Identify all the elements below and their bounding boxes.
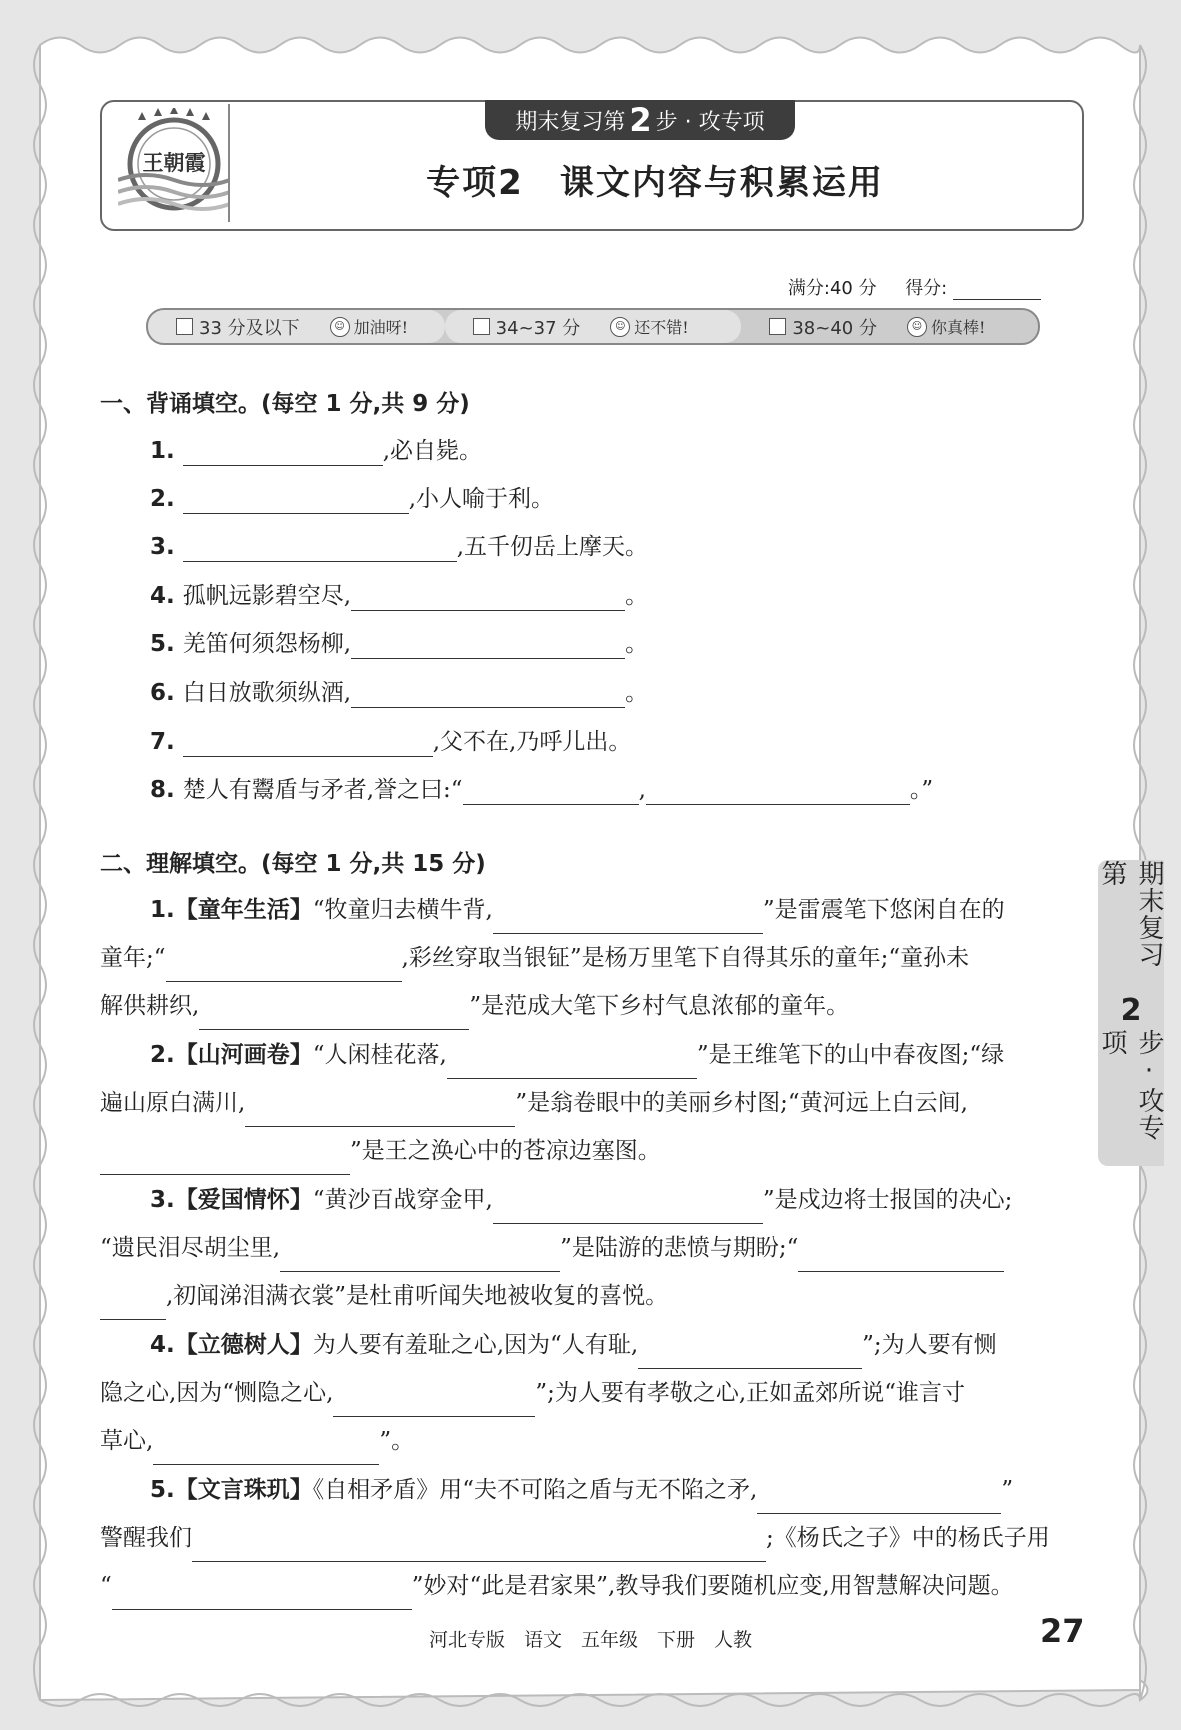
step-tab-post: 步 · 攻专项 [655,109,765,135]
answer-blank[interactable] [351,632,625,659]
side-tab-post: 步·攻专项 [1097,1029,1164,1142]
rating-range: 33 分及以下 [199,317,300,339]
answer-blank[interactable] [757,1487,1001,1514]
answer-blank[interactable] [447,1052,697,1079]
answer-blank[interactable] [493,1197,763,1224]
rating-cheer: 还不错! [634,318,689,337]
question-2-4: 4.【立德树人】为人要有羞耻之心,因为“人有耻, ”;为人要有恻 隐之心,因为“恻隐之心, ”;为人要有孝敬之心,正如孟郊所说“谁言寸 草心, ”。 [100,1321,1080,1465]
answer-blank[interactable] [166,955,402,982]
question-1-5: 5. 羌笛何须怨杨柳, 。 [150,631,649,657]
smiley-icon: ☺ [907,317,927,337]
question-1-3: 3. ,五千仞岳上摩天。 [150,534,649,560]
question-2-1: 1.【童年生活】“牧童归去横牛背, ”是雷震笔下悠闲自在的 童年;“ ,彩丝穿取当银钲”是杨万里笔下自得其乐的童年;“童孙未 解供耕织, ”是范成大笔下乡村气息浓郁的童年。 [100,886,1080,1030]
step-tab [485,100,795,140]
answer-blank[interactable] [153,1438,379,1465]
checkbox[interactable] [769,318,786,335]
question-2-2: 2.【山河画卷】“人闲桂花落, ”是王维笔下的山中春夜图;“绿 遍山原白满川, ”是翁卷眼中的美丽乡村图;“黄河远上白云间, ”是王之涣心中的苍凉边塞图。 [100,1031,1080,1175]
score-field[interactable] [953,279,1041,300]
rating-cheer: 你真棒! [930,318,986,337]
answer-blank[interactable] [183,730,433,757]
footer-info: 河北专版 语文 五年级 下册 人教 [428,1629,752,1651]
score-label: 得分: [905,278,948,299]
checkbox[interactable] [176,318,193,335]
question-2-3: 3.【爱国情怀】“黄沙百战穿金甲, ”是戍边将士报国的决心; “遗民泪尽胡尘里, ”是陆游的悲愤与期盼;“ ,初闻涕泪满衣裳”是杜甫听闻失地被收复的喜悦。 [100,1176,1080,1320]
answer-blank[interactable] [280,1245,560,1272]
score-line [788,274,1041,300]
page-title: 专项2 课文内容与积累运用 [426,163,884,203]
answer-blank[interactable] [463,778,639,805]
side-tab-pre: 期末复习第 [1097,860,1164,968]
logo-text: 王朝霞 [142,150,206,175]
answer-blank[interactable] [333,1390,535,1417]
rating-range: 38~40 分 [792,317,877,339]
publisher-logo [118,108,230,220]
smiley-icon: ☺ [610,317,630,337]
rating-cheer: 加油呀! [353,318,409,337]
question-1-1: 1. ,必自毙。 [150,438,483,464]
answer-blank[interactable] [351,681,625,708]
question-2-5: 5.【文言珠玑】《自相矛盾》用“夫不可陷之盾与无不陷之矛, ” 警醒我们 ;《杨氏之子》中的杨氏子用 “ ”妙对“此是君家果”,教导我们要随机应变,用智慧解决问题。 [100,1466,1080,1610]
section-2-heading: 二、理解填空。(每空 1 分,共 15 分) [100,851,486,877]
answer-blank[interactable] [351,584,625,611]
answer-blank[interactable] [183,439,383,466]
checkbox[interactable] [473,318,490,335]
rating-option-mid[interactable] [445,310,742,343]
answer-blank[interactable] [798,1245,1004,1272]
question-1-2: 2. ,小人喻于利。 [150,486,555,512]
answer-blank[interactable] [183,487,409,514]
answer-blank-continued[interactable] [100,1293,166,1320]
self-rating-bar [146,308,1040,345]
full-score: 满分:40 分 [787,278,877,299]
answer-blank[interactable] [638,1342,862,1369]
page-number: 27 [1040,1612,1085,1650]
answer-blank[interactable] [183,535,457,562]
answer-blank[interactable] [192,1535,766,1562]
smiley-icon: ☺ [330,317,350,337]
answer-blank[interactable] [493,907,763,934]
rating-option-low[interactable] [148,310,445,343]
step-tab-pre: 期末复习第 [515,109,626,135]
rating-range: 34~37 分 [495,317,581,339]
side-section-tab [1098,860,1164,1166]
question-1-8: 8. 楚人有鬻盾与矛者,誉之曰:“ , 。” [150,777,934,803]
answer-blank[interactable] [245,1100,515,1127]
answer-blank[interactable] [112,1583,412,1610]
side-tab-number: 2 [1113,993,1149,1030]
answer-blank[interactable] [646,778,910,805]
question-1-4: 4. 孤帆远影碧空尽, 。 [150,583,649,609]
question-1-7: 7. ,父不在,乃呼儿出。 [150,729,632,755]
answer-blank[interactable] [199,1003,469,1030]
question-1-6: 6. 白日放歌须纵酒, 。 [150,680,649,706]
step-tab-number: 2 [629,101,652,139]
section-1-heading: 一、背诵填空。(每空 1 分,共 9 分) [100,391,470,417]
answer-blank[interactable] [100,1148,350,1175]
rating-option-high[interactable] [741,310,1038,343]
